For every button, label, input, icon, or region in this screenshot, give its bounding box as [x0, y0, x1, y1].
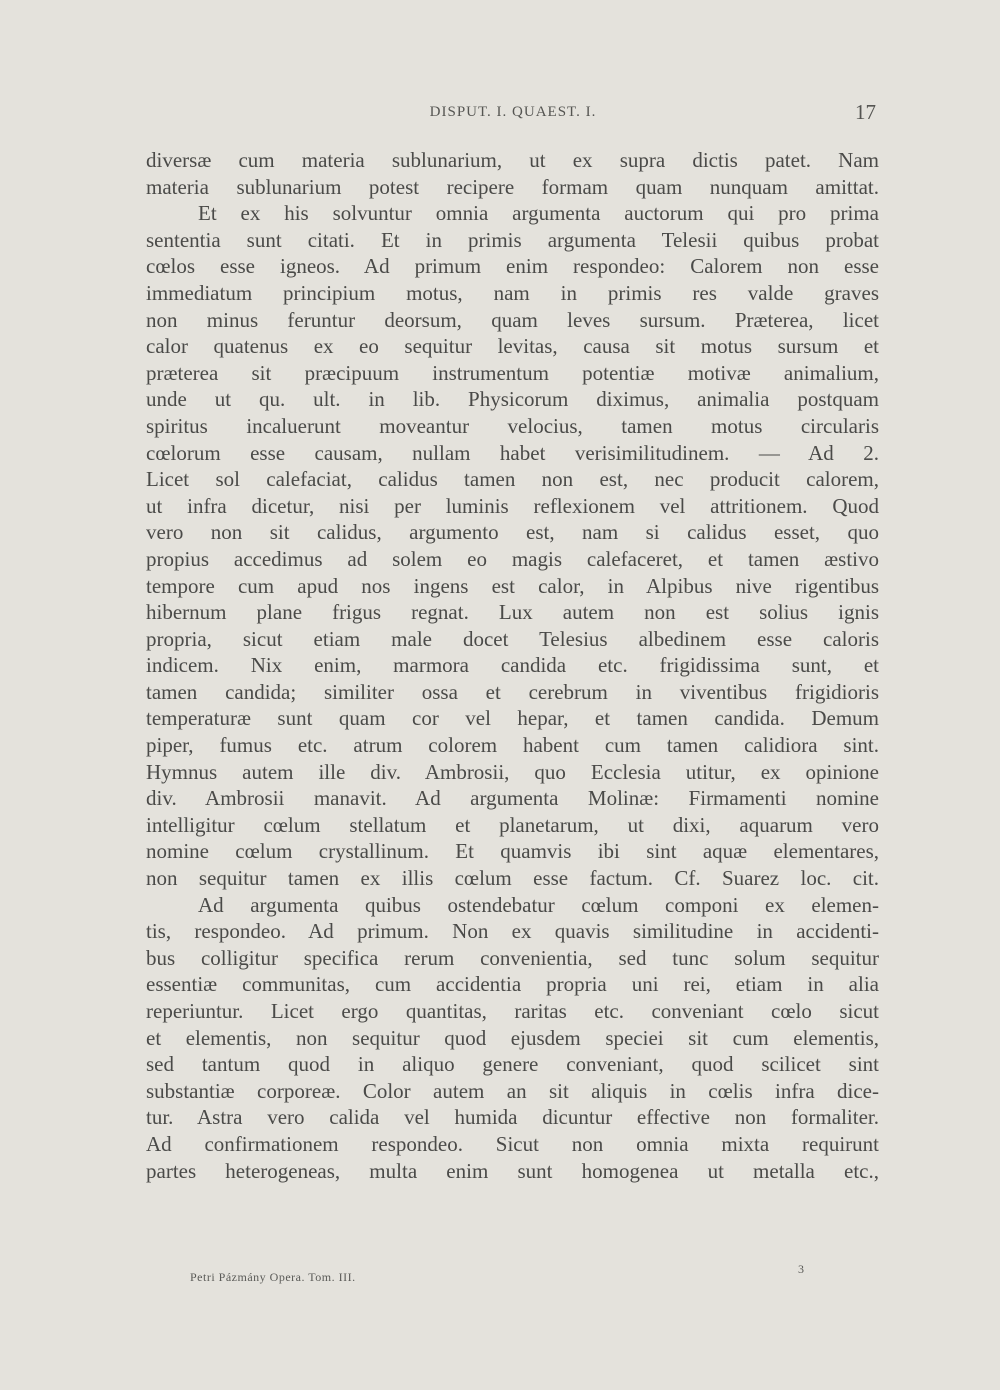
- text-line: substantiæ corporeæ. Color autem an sit aliquis in cœlis infra dice-: [146, 1078, 879, 1103]
- text-line: tur. Astra vero calida vel humida dicuntur effective non formaliter.: [146, 1105, 879, 1130]
- text-line: materia sublunarium potest recipere formam quam nunquam amittat.: [146, 174, 879, 199]
- text-line: sententia sunt citati. Et in primis argumenta Telesii quibus probat: [146, 227, 879, 252]
- text-line: unde ut qu. ult. in lib. Physicorum diximus, animalia postquam: [146, 387, 879, 412]
- text-line: præterea sit præcipuum instrumentum potentiæ motivæ animalium,: [146, 360, 879, 385]
- sheet-number: 3: [798, 1262, 804, 1276]
- text-line: nomine cœlum crystallinum. Et quamvis ibi sint aquæ elementares,: [146, 839, 879, 864]
- text-line: non sequitur tamen ex illis cœlum esse factum. Cf. Suarez loc. cit.: [146, 866, 879, 891]
- text-line: sed tantum quod in aliquo genere conveniant, quod scilicet sint: [146, 1052, 879, 1077]
- text-line: non minus feruntur deorsum, quam leves sursum. Præterea, licet: [146, 307, 879, 332]
- text-line: intelligitur cœlum stellatum et planetarum, ut dixi, aquarum vero: [146, 812, 879, 837]
- page-footer: [190, 1262, 810, 1290]
- text-line: cœlos esse igneos. Ad primum enim respondeo: Calorem non esse: [146, 254, 879, 279]
- text-line: temperaturæ sunt quam cor vel hepar, et tamen candida. Demum: [146, 706, 879, 731]
- printer-signature: Petri Pázmány Opera. Tom. III.: [190, 1270, 356, 1284]
- text-line: et elementis, non sequitur quod ejusdem speciei sit cum elementis,: [146, 1025, 879, 1050]
- text-line: Ad confirmationem respondeo. Sicut non omnia mixta requirunt: [146, 1131, 879, 1156]
- running-head-title: DISPUT. I. QUAEST. I.: [429, 104, 597, 120]
- text-line: partes heterogeneas, multa enim sunt homogenea ut metalla etc.,: [146, 1158, 879, 1183]
- text-line: reperiuntur. Licet ergo quantitas, raritas etc. conveniant cœlo sicut: [146, 999, 879, 1023]
- text-line: diversæ cum materia sublunarium, ut ex supra dictis patet. Nam: [146, 148, 879, 172]
- text-line: tamen candida; similiter ossa et cerebrum in viventibus frigidioris: [146, 679, 879, 704]
- text-line: indicem. Nix enim, marmora candida etc. frigidissima sunt, et: [146, 653, 879, 678]
- text-line: vero non sit calidus, argumento est, nam si calidus esset, quo: [146, 520, 879, 545]
- running-head: [148, 100, 878, 124]
- body-text: [146, 147, 879, 1184]
- text-line-paragraph-start: Ad argumenta quibus ostendebatur cœlum componi ex elemen-: [198, 892, 879, 917]
- page-number: 17: [855, 100, 876, 124]
- text-line: calor quatenus ex eo sequitur levitas, causa sit motus sursum et: [146, 334, 879, 359]
- text-line: hibernum plane frigus regnat. Lux autem non est solius ignis: [146, 600, 879, 625]
- text-line: propius accedimus ad solem eo magis calefaceret, et tamen æstivo: [146, 546, 879, 571]
- text-line: propria, sicut etiam male docet Telesius albedinem esse caloris: [146, 626, 879, 651]
- text-line: tis, respondeo. Ad primum. Non ex quavis similitudine in accidenti-: [146, 919, 879, 944]
- text-line: piper, fumus etc. atrum colorem habent cum tamen calidiora sint.: [146, 733, 879, 758]
- text-line-paragraph-start: Et ex his solvuntur omnia argumenta auctorum qui pro prima: [198, 201, 879, 226]
- text-line: bus colligitur specifica rerum convenientia, sed tunc solum sequitur: [146, 945, 879, 970]
- text-line: essentiæ communitas, cum accidentia propria uni rei, etiam in alia: [146, 972, 879, 997]
- text-line: tempore cum apud nos ingens est calor, in Alpibus nive rigentibus: [146, 573, 879, 598]
- text-line: div. Ambrosii manavit. Ad argumenta Molinæ: Firmamenti nomine: [146, 786, 879, 811]
- text-line: spiritus incaluerunt moveantur velocius, tamen motus circularis: [146, 413, 879, 438]
- text-line: immediatum principium motus, nam in primis res valde graves: [146, 280, 879, 305]
- text-line: cœlorum esse causam, nullam habet verisimilitudinem. — Ad 2.: [146, 440, 879, 465]
- text-line: Hymnus autem ille div. Ambrosii, quo Ecclesia utitur, ex opinione: [146, 759, 879, 784]
- text-line: Licet sol calefaciat, calidus tamen non est, nec producit calorem,: [146, 467, 879, 492]
- text-line: ut infra dicetur, nisi per luminis reflexionem vel attritionem. Quod: [146, 493, 879, 518]
